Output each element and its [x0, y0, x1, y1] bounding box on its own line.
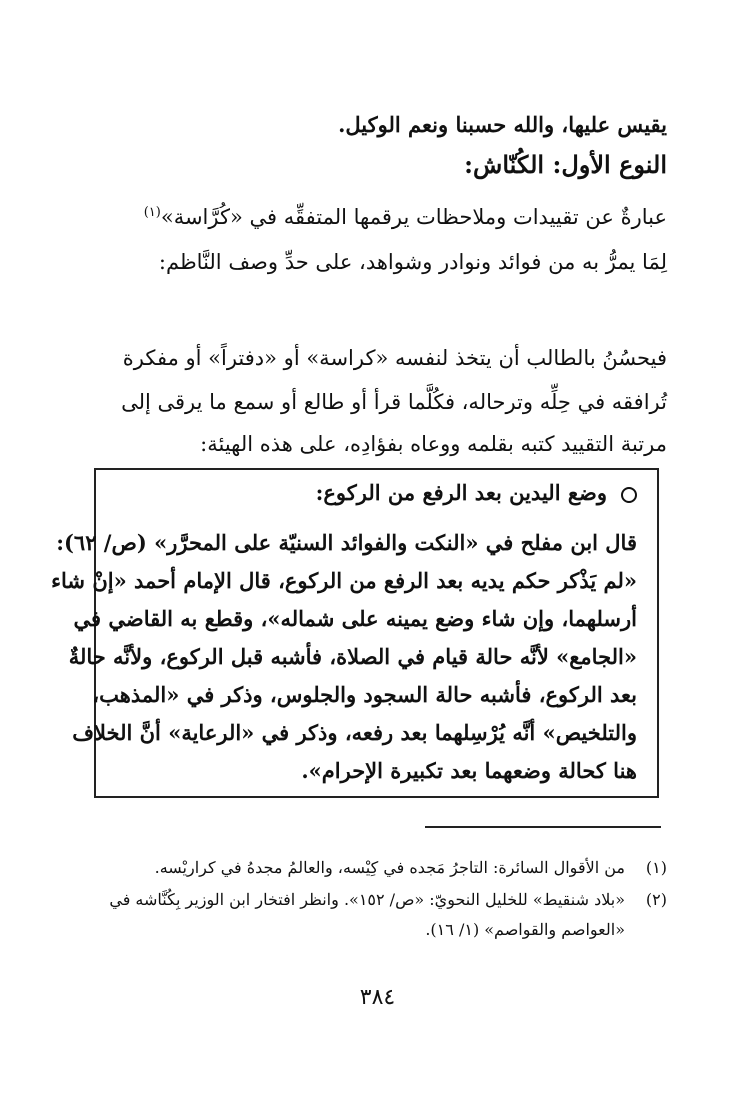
footnote-separator	[425, 826, 661, 828]
text-line-4: لِمَا يمرُّ به من فوائد ونوادر وشواهد، على حدِّ وصف النَّاظم:	[158, 250, 667, 274]
footnote-text: «العواصم والقواصم» (١/ ١٦).	[425, 920, 625, 939]
note-box-line: «لم يَذْكر حكم يديه بعد الرفع من الركوع، قال الإمام أحمد «إنْ شاء	[51, 568, 637, 593]
note-box	[51, 468, 659, 798]
text-line-6: فيحسُنُ بالطالب أن يتخذ لنفسه «كراسة» أو «دفتراً» أو مفكرة	[122, 346, 667, 370]
text-line-8: مرتبة التقييد كتبه بقلمه ووعاه بفؤادِه، على هذه الهيئة:	[200, 432, 667, 456]
note-box-title-text: وضع اليدين بعد الرفع من الركوع:	[315, 480, 607, 505]
text-line-3-body: عبارةٌ عن تقييدات وملاحظات يرقمها المتفقِّه في «كُرَّاسة»	[160, 205, 667, 229]
footnote-text: «بلاد شنقيط» للخليل النحويّ: «ص/ ١٥٢». وانظر افتخار ابن الوزير بِكُنَّاشه في	[109, 890, 625, 909]
page-number: ٣٨٤	[359, 985, 396, 1010]
text-line-1: يقيس عليها، والله حسبنا ونعم الوكيل.	[338, 112, 667, 137]
note-box-line: بعد الركوع، فأشبه حالة السجود والجلوس، وذكر في «المذهب،	[92, 682, 637, 707]
note-box-title	[116, 480, 637, 505]
section-heading: النوع الأول: الكُنّاش:	[464, 150, 667, 179]
footnote-number: (١)	[645, 858, 667, 877]
note-box-line: أرسلهما، وإن شاء وضع يمينه على شماله»، وقطع به القاضي في	[73, 606, 637, 631]
text-line-3	[60, 205, 667, 229]
note-box-line: «الجامع» لأنَّه حالة قيام في الصلاة، فأشبه قبل الركوع، ولأنَّه حالةٌ	[68, 644, 637, 669]
circle-bullet-icon	[621, 487, 637, 503]
text-line-7: تُرافقه في حِلِّه وترحاله، فكُلَّما قرأ أو طالع أو سمع ما يرقى إلى	[121, 390, 667, 414]
note-box-line: قال ابن مفلح في «النكت والفوائد السنيّة على المحرَّر» (ص/ ٦٢):	[56, 530, 637, 555]
footnote-text: من الأقوال السائرة: التاجرُ مَجده في كِيْسه، والعالمُ مجدهُ في كراريْسه.	[154, 858, 625, 877]
footnote-ref-1: (١)	[143, 205, 161, 220]
note-box-line: والتلخيص» أنَّه يُرْسِلهما بعد رفعه، وذكر في «الرعاية» أنَّ الخلاف	[72, 720, 637, 745]
footnote-number: (٢)	[645, 890, 667, 909]
note-box-line: هنا كحالة وضعهما بعد تكبيرة الإحرام».	[301, 758, 637, 783]
